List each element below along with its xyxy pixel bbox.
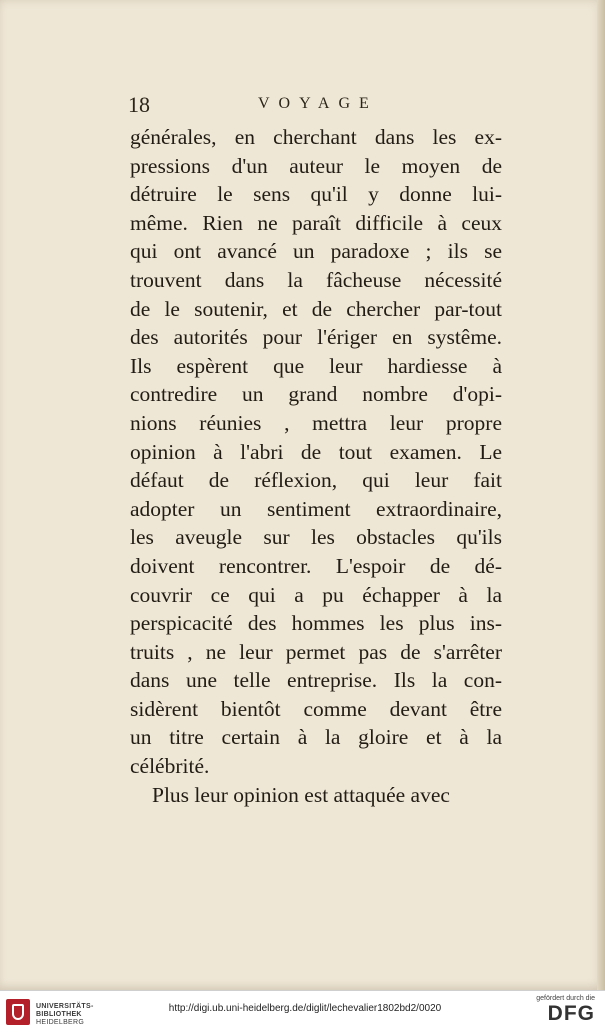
logo-text-line: BIBLIOTHEK xyxy=(36,1011,82,1018)
text-line: les aveugle sur les obstacles qu'ils xyxy=(130,525,502,550)
dfg-mark: DFG xyxy=(547,1002,595,1025)
body-text xyxy=(130,123,502,809)
text-line: nions réunies , mettra leur propre xyxy=(130,410,502,435)
text-line: qui ont avancé un paradoxe ; ils se xyxy=(130,239,502,264)
text-line: doivent rencontrer. L'espoir de dé- xyxy=(130,553,502,578)
permalink-url[interactable]: http://digi.ub.uni-heidelberg.de/diglit/lechevalier1802bd2/0020 xyxy=(168,1003,442,1014)
text-line: dans une telle entreprise. Ils la con- xyxy=(130,668,502,693)
page-edge-shadow xyxy=(597,0,605,990)
university-library-logo[interactable] xyxy=(6,997,146,1027)
viewer-footer xyxy=(0,990,605,1032)
logo-text-line: HEIDELBERG xyxy=(36,1019,85,1026)
text-line: contredire un grand nombre d'opi- xyxy=(130,382,502,407)
logo-text-line: UNIVERSITÄTS- xyxy=(36,1003,94,1010)
text-line: générales, en cherchant dans les ex- xyxy=(130,125,502,149)
text-line: célébrité. xyxy=(130,754,210,779)
text-line: Plus leur opinion est attaquée avec xyxy=(152,782,450,807)
text-line: trouvent dans la fâcheuse nécessité xyxy=(130,267,502,292)
text-line: truits , ne leur permet pas de s'arrêter xyxy=(130,639,502,664)
text-line: sidèrent bientôt comme devant être xyxy=(130,696,502,721)
dfg-logo[interactable] xyxy=(525,993,595,1029)
text-line: de le soutenir, et de chercher par-tout xyxy=(130,296,502,321)
text-line: même. Rien ne paraît difficile à ceux xyxy=(130,210,502,235)
page-number: 18 xyxy=(128,92,150,117)
text-line: des autorités pour l'ériger en systême. xyxy=(130,325,502,350)
page-header xyxy=(128,92,504,120)
text-line: pressions d'un auteur le moyen de xyxy=(130,153,502,178)
text-line: opinion à l'abri de tout examen. Le xyxy=(130,439,502,464)
running-title: VOYAGE xyxy=(258,95,378,112)
dfg-caption: gefördert durch die xyxy=(536,995,595,1002)
text-line: un titre certain à la gloire et à la xyxy=(130,725,502,750)
text-line: adopter un sentiment extraordinaire, xyxy=(130,496,502,521)
text-line: détruire le sens qu'il y donne lui- xyxy=(130,182,502,207)
text-line: Ils espèrent que leur hardiesse à xyxy=(130,353,502,378)
text-line: défaut de réflexion, qui leur fait xyxy=(130,468,502,493)
seal-icon xyxy=(6,999,30,1025)
text-line: couvrir ce qui a pu échapper à la xyxy=(130,582,502,607)
text-line: perspicacité des hommes les plus ins- xyxy=(130,611,502,636)
